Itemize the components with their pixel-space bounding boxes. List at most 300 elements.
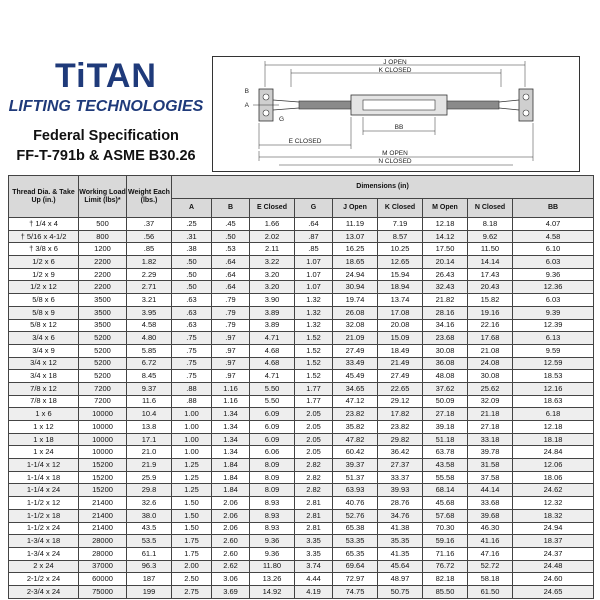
table-cell: 1.34 xyxy=(212,421,250,434)
header-dimensions: Dimensions (in) xyxy=(172,176,594,199)
turnbuckle-drawing xyxy=(213,57,579,171)
table-cell: 9.36 xyxy=(250,535,295,548)
table-cell: .37 xyxy=(127,218,172,231)
table-cell: 15.82 xyxy=(468,294,513,307)
table-cell: 1.82 xyxy=(127,256,172,269)
table-cell: 3.21 xyxy=(127,294,172,307)
table-cell: 85.50 xyxy=(423,585,468,598)
table-cell: .64 xyxy=(295,218,333,231)
table-cell: 39.78 xyxy=(468,446,513,459)
table-cell: 13.26 xyxy=(250,573,295,586)
table-cell: 6.06 xyxy=(250,446,295,459)
table-cell: 4.68 xyxy=(250,357,295,370)
header-dim-col: J Open xyxy=(333,199,378,218)
table-cell: .79 xyxy=(212,319,250,332)
table-cell: 65.35 xyxy=(333,547,378,560)
table-cell: 1200 xyxy=(79,243,127,256)
table-cell: .64 xyxy=(212,281,250,294)
table-cell: 9.39 xyxy=(513,306,594,319)
table-cell: 29.8 xyxy=(127,484,172,497)
table-cell: 7200 xyxy=(79,395,127,408)
table-cell: .88 xyxy=(172,395,212,408)
table-cell: 51.18 xyxy=(423,433,468,446)
table-cell: .79 xyxy=(212,294,250,307)
table-cell: 4.44 xyxy=(295,573,333,586)
table-cell: .97 xyxy=(212,332,250,345)
table-cell: 6.10 xyxy=(513,243,594,256)
table-cell: 1.07 xyxy=(295,281,333,294)
table-cell: 38.0 xyxy=(127,509,172,522)
table-cell: 41.38 xyxy=(378,522,423,535)
table-cell: 41.16 xyxy=(468,535,513,548)
table-cell: 61.50 xyxy=(468,585,513,598)
table-cell: 8.09 xyxy=(250,484,295,497)
table-cell: 45.64 xyxy=(378,560,423,573)
specification-title xyxy=(8,126,204,166)
table-cell: † 3/8 x 6 xyxy=(9,243,79,256)
table-cell: 20.14 xyxy=(423,256,468,269)
table-cell: 46.30 xyxy=(468,522,513,535)
table-row xyxy=(9,408,594,421)
table-cell: 57.68 xyxy=(423,509,468,522)
header-dim-col: M Open xyxy=(423,199,468,218)
table-cell: .75 xyxy=(172,357,212,370)
table-cell: 1.84 xyxy=(212,459,250,472)
table-cell: 14.12 xyxy=(423,230,468,243)
table-cell: 45.68 xyxy=(423,497,468,510)
table-cell: 6.18 xyxy=(513,408,594,421)
table-cell: 8.45 xyxy=(127,370,172,383)
table-cell: 17.82 xyxy=(378,408,423,421)
table-cell: 3/4 x 9 xyxy=(9,344,79,357)
table-cell: 37.58 xyxy=(468,471,513,484)
table-cell: 28000 xyxy=(79,547,127,560)
table-cell: 26.08 xyxy=(333,306,378,319)
table-cell: 27.37 xyxy=(378,459,423,472)
header-wll: Working Load Limit (lbs)* xyxy=(79,176,127,218)
table-cell: 63.78 xyxy=(423,446,468,459)
table-cell: 24.94 xyxy=(333,268,378,281)
table-cell: 10000 xyxy=(79,408,127,421)
table-cell: 2-1/2 x 24 xyxy=(9,573,79,586)
table-cell: 21.49 xyxy=(378,357,423,370)
label-b: B xyxy=(244,88,249,95)
table-cell: 1.84 xyxy=(212,471,250,484)
table-row xyxy=(9,357,594,370)
table-cell: 4.58 xyxy=(513,230,594,243)
table-cell: 2.60 xyxy=(212,547,250,560)
table-row xyxy=(9,509,594,522)
table-row xyxy=(9,230,594,243)
table-cell: 18.53 xyxy=(513,370,594,383)
table-cell: 29.82 xyxy=(378,433,423,446)
table-cell: 1.16 xyxy=(212,395,250,408)
table-cell: 76.72 xyxy=(423,560,468,573)
table-cell: 12.59 xyxy=(513,357,594,370)
table-cell: 1 x 12 xyxy=(9,421,79,434)
table-cell: .97 xyxy=(212,370,250,383)
table-cell: .50 xyxy=(172,256,212,269)
table-cell: 1 x 24 xyxy=(9,446,79,459)
table-cell: 1.84 xyxy=(212,484,250,497)
table-cell: 32.43 xyxy=(423,281,468,294)
table-row xyxy=(9,243,594,256)
table-cell: 2.82 xyxy=(295,459,333,472)
table-cell: 5.50 xyxy=(250,382,295,395)
table-cell: .75 xyxy=(172,370,212,383)
table-cell: .87 xyxy=(295,230,333,243)
table-cell: 7/8 x 18 xyxy=(9,395,79,408)
table-row xyxy=(9,370,594,383)
table-row xyxy=(9,459,594,472)
table-cell: 2.05 xyxy=(295,433,333,446)
table-cell: 34.65 xyxy=(333,382,378,395)
table-cell: 53.5 xyxy=(127,535,172,548)
table-cell: 3500 xyxy=(79,306,127,319)
table-cell: 12.06 xyxy=(513,459,594,472)
table-row xyxy=(9,344,594,357)
table-cell: 9.62 xyxy=(468,230,513,243)
table-cell: 21.08 xyxy=(468,344,513,357)
table-cell: 2200 xyxy=(79,256,127,269)
table-cell: 61.1 xyxy=(127,547,172,560)
table-cell: 11.6 xyxy=(127,395,172,408)
turnbuckle-diagram xyxy=(212,56,580,172)
table-cell: 15.09 xyxy=(378,332,423,345)
table-row xyxy=(9,471,594,484)
table-cell: 60000 xyxy=(79,573,127,586)
table-cell: 2.75 xyxy=(172,585,212,598)
brand-tagline: LIFTING TECHNOLOGIES xyxy=(8,98,204,115)
table-cell: 48.08 xyxy=(423,370,468,383)
titan-logo: TiTAN xyxy=(55,57,157,95)
table-cell: 47.82 xyxy=(333,433,378,446)
table-cell: 9.59 xyxy=(513,344,594,357)
table-cell: .25 xyxy=(172,218,212,231)
table-cell: 39.18 xyxy=(423,421,468,434)
table-cell: 26.43 xyxy=(423,268,468,281)
table-cell: 15.94 xyxy=(378,268,423,281)
table-cell: .75 xyxy=(172,344,212,357)
table-cell: 27.18 xyxy=(468,421,513,434)
table-cell: 20.08 xyxy=(378,319,423,332)
label-bb: BB xyxy=(394,124,404,131)
brand-block xyxy=(8,58,204,118)
table-cell: 3500 xyxy=(79,319,127,332)
table-cell: 1.52 xyxy=(295,357,333,370)
table-row xyxy=(9,306,594,319)
table-cell: 6.09 xyxy=(250,408,295,421)
table-cell: 37.62 xyxy=(423,382,468,395)
table-cell: 33.68 xyxy=(468,497,513,510)
table-cell: 3.74 xyxy=(295,560,333,573)
table-cell: 2.50 xyxy=(172,573,212,586)
left-threaded-rod xyxy=(299,101,351,109)
table-cell: 2200 xyxy=(79,268,127,281)
table-cell: 72.97 xyxy=(333,573,378,586)
table-cell: 10.25 xyxy=(378,243,423,256)
table-cell: 3.90 xyxy=(250,294,295,307)
table-cell: .85 xyxy=(127,243,172,256)
table-cell: 4.58 xyxy=(127,319,172,332)
table-cell: .64 xyxy=(212,256,250,269)
table-cell: 6.09 xyxy=(250,433,295,446)
table-cell: 21.0 xyxy=(127,446,172,459)
table-cell: .50 xyxy=(172,281,212,294)
table-cell: 2.06 xyxy=(212,522,250,535)
table-cell: 19.74 xyxy=(333,294,378,307)
table-row xyxy=(9,573,594,586)
table-cell: 1.77 xyxy=(295,382,333,395)
table-cell: 3.35 xyxy=(295,547,333,560)
table-cell: 59.16 xyxy=(423,535,468,548)
table-cell: 27.18 xyxy=(423,408,468,421)
table-cell: 35.35 xyxy=(378,535,423,548)
table-cell: 1.75 xyxy=(172,547,212,560)
table-cell: 43.58 xyxy=(423,459,468,472)
table-cell: 28.76 xyxy=(378,497,423,510)
table-cell: 21400 xyxy=(79,522,127,535)
table-row xyxy=(9,319,594,332)
table-cell: 44.14 xyxy=(468,484,513,497)
table-cell: 3/4 x 12 xyxy=(9,357,79,370)
table-cell: 32.6 xyxy=(127,497,172,510)
table-cell: 28.16 xyxy=(423,306,468,319)
table-cell: 16.25 xyxy=(333,243,378,256)
table-cell: 9.37 xyxy=(127,382,172,395)
table-cell: 3/4 x 6 xyxy=(9,332,79,345)
table-cell: 1/2 x 12 xyxy=(9,281,79,294)
table-cell: .79 xyxy=(212,306,250,319)
table-cell: 40.76 xyxy=(333,497,378,510)
table-cell: 21.9 xyxy=(127,459,172,472)
table-cell: 30.08 xyxy=(423,344,468,357)
table-cell: 4.71 xyxy=(250,332,295,345)
table-cell: 2.06 xyxy=(212,497,250,510)
table-cell: 1-3/4 x 18 xyxy=(9,535,79,548)
header-dim-col: G xyxy=(295,199,333,218)
table-cell: .75 xyxy=(172,332,212,345)
table-cell: 9.36 xyxy=(250,547,295,560)
table-cell: 50.09 xyxy=(423,395,468,408)
table-cell: 1/2 x 9 xyxy=(9,268,79,281)
table-cell: 47.12 xyxy=(333,395,378,408)
table-cell: 23.82 xyxy=(333,408,378,421)
table-row xyxy=(9,560,594,573)
table-cell: .63 xyxy=(172,306,212,319)
table-cell: 8.57 xyxy=(378,230,423,243)
table-cell: 51.37 xyxy=(333,471,378,484)
table-cell: 36.08 xyxy=(423,357,468,370)
table-cell: 6.09 xyxy=(250,421,295,434)
table-cell: 1-1/2 x 24 xyxy=(9,522,79,535)
table-cell: 17.1 xyxy=(127,433,172,446)
table-cell: 5.85 xyxy=(127,344,172,357)
table-cell: 3.20 xyxy=(250,281,295,294)
table-cell: 12.18 xyxy=(513,421,594,434)
label-a: A xyxy=(244,102,249,109)
table-cell: 15200 xyxy=(79,459,127,472)
table-cell: 22.16 xyxy=(468,319,513,332)
table-cell: 11.50 xyxy=(468,243,513,256)
table-cell: 1.32 xyxy=(295,319,333,332)
table-cell: .56 xyxy=(127,230,172,243)
table-cell: 24.08 xyxy=(468,357,513,370)
table-cell: 24.84 xyxy=(513,446,594,459)
table-row xyxy=(9,294,594,307)
table-row xyxy=(9,382,594,395)
table-cell: 24.94 xyxy=(513,522,594,535)
table-cell: 2.29 xyxy=(127,268,172,281)
table-cell: 1.16 xyxy=(212,382,250,395)
table-cell: 4.68 xyxy=(250,344,295,357)
table-cell: 23.82 xyxy=(378,421,423,434)
table-cell: 12.32 xyxy=(513,497,594,510)
table-cell: 2.71 xyxy=(127,281,172,294)
table-cell: 32.08 xyxy=(333,319,378,332)
table-cell: 17.43 xyxy=(468,268,513,281)
table-cell: 2.82 xyxy=(295,484,333,497)
table-cell: 53.35 xyxy=(333,535,378,548)
table-cell: 1-1/2 x 18 xyxy=(9,509,79,522)
table-cell: 6.03 xyxy=(513,256,594,269)
header-dim-col: B xyxy=(212,199,250,218)
table-cell: 9.36 xyxy=(513,268,594,281)
table-cell: 1-3/4 x 24 xyxy=(9,547,79,560)
table-cell: 39.37 xyxy=(333,459,378,472)
table-cell: 69.64 xyxy=(333,560,378,573)
table-cell: 17.50 xyxy=(423,243,468,256)
table-cell: 17.68 xyxy=(468,332,513,345)
table-row xyxy=(9,281,594,294)
table-cell: 21.09 xyxy=(333,332,378,345)
table-cell: 1.50 xyxy=(172,497,212,510)
table-cell: 2.81 xyxy=(295,497,333,510)
table-cell: 3.20 xyxy=(250,268,295,281)
table-cell: 14.92 xyxy=(250,585,295,598)
table-cell: 1.00 xyxy=(172,408,212,421)
table-cell: 187 xyxy=(127,573,172,586)
table-cell: 3/4 x 18 xyxy=(9,370,79,383)
table-cell: 10000 xyxy=(79,446,127,459)
table-cell: 1.32 xyxy=(295,306,333,319)
table-row xyxy=(9,421,594,434)
table-cell: 2.62 xyxy=(212,560,250,573)
table-cell: 5/8 x 9 xyxy=(9,306,79,319)
table-cell: 52.76 xyxy=(333,509,378,522)
table-cell: 14.14 xyxy=(468,256,513,269)
table-cell: 32.09 xyxy=(468,395,513,408)
table-cell: 3.95 xyxy=(127,306,172,319)
table-cell: 2.05 xyxy=(295,446,333,459)
table-cell: 10000 xyxy=(79,433,127,446)
table-cell: 1.50 xyxy=(172,522,212,535)
table-cell: 21400 xyxy=(79,509,127,522)
table-cell: 12.18 xyxy=(423,218,468,231)
table-row xyxy=(9,332,594,345)
table-cell: 1.25 xyxy=(172,471,212,484)
table-cell: 11.19 xyxy=(333,218,378,231)
table-cell: 5200 xyxy=(79,357,127,370)
table-cell: 4.19 xyxy=(295,585,333,598)
table-cell: 30.94 xyxy=(333,281,378,294)
header-dim-col: A xyxy=(172,199,212,218)
table-cell: 1/2 x 6 xyxy=(9,256,79,269)
table-cell: 6.03 xyxy=(513,294,594,307)
table-cell: 20.43 xyxy=(468,281,513,294)
table-cell: .64 xyxy=(212,268,250,281)
table-cell: .63 xyxy=(172,294,212,307)
table-cell: 25.9 xyxy=(127,471,172,484)
table-cell: 10000 xyxy=(79,421,127,434)
table-cell: 2.02 xyxy=(250,230,295,243)
table-cell: 82.18 xyxy=(423,573,468,586)
table-cell: 11.80 xyxy=(250,560,295,573)
table-cell: 12.39 xyxy=(513,319,594,332)
table-row xyxy=(9,497,594,510)
table-cell: 1.32 xyxy=(295,294,333,307)
table-cell: 39.93 xyxy=(378,484,423,497)
table-cell: 12.36 xyxy=(513,281,594,294)
table-cell: 1.52 xyxy=(295,332,333,345)
table-cell: 25.62 xyxy=(468,382,513,395)
table-cell: 30.08 xyxy=(468,370,513,383)
table-cell: .85 xyxy=(295,243,333,256)
table-cell: 1.00 xyxy=(172,433,212,446)
table-cell: 2.81 xyxy=(295,509,333,522)
header-thread: Thread Dia. & Take Up (in.) xyxy=(9,176,79,218)
table-cell: 8.09 xyxy=(250,471,295,484)
table-cell: 43.5 xyxy=(127,522,172,535)
table-cell: 3.35 xyxy=(295,535,333,548)
label-m-open: M OPEN xyxy=(382,150,408,157)
table-cell: 1-1/2 x 12 xyxy=(9,497,79,510)
table-cell: 22.65 xyxy=(378,382,423,395)
table-cell: 63.93 xyxy=(333,484,378,497)
table-cell: 3.06 xyxy=(212,573,250,586)
table-cell: 48.97 xyxy=(378,573,423,586)
table-cell: 4.80 xyxy=(127,332,172,345)
table-row xyxy=(9,446,594,459)
table-cell: 12.16 xyxy=(513,382,594,395)
table-cell: 1 x 18 xyxy=(9,433,79,446)
table-cell: 24.65 xyxy=(513,585,594,598)
table-cell: .63 xyxy=(172,319,212,332)
table-cell: 7/8 x 12 xyxy=(9,382,79,395)
table-cell: 2 x 24 xyxy=(9,560,79,573)
table-cell: 21.82 xyxy=(423,294,468,307)
table-cell: 19.16 xyxy=(468,306,513,319)
table-cell: 500 xyxy=(79,218,127,231)
table-cell: 12.65 xyxy=(378,256,423,269)
table-cell: 27.49 xyxy=(378,370,423,383)
table-cell: 1.34 xyxy=(212,408,250,421)
spec-line-2: FF-T-791b & ASME B30.26 xyxy=(16,148,196,164)
table-cell: 800 xyxy=(79,230,127,243)
table-cell: .88 xyxy=(172,382,212,395)
table-cell: 36.42 xyxy=(378,446,423,459)
table-cell: 5/8 x 12 xyxy=(9,319,79,332)
label-e-closed: E CLOSED xyxy=(288,138,322,145)
table-cell: 50.75 xyxy=(378,585,423,598)
table-cell: 2.81 xyxy=(295,522,333,535)
table-row xyxy=(9,484,594,497)
table-cell: 5/8 x 6 xyxy=(9,294,79,307)
table-cell: 24.60 xyxy=(513,573,594,586)
table-cell: 18.37 xyxy=(513,535,594,548)
table-cell: 2.05 xyxy=(295,421,333,434)
table-row xyxy=(9,535,594,548)
